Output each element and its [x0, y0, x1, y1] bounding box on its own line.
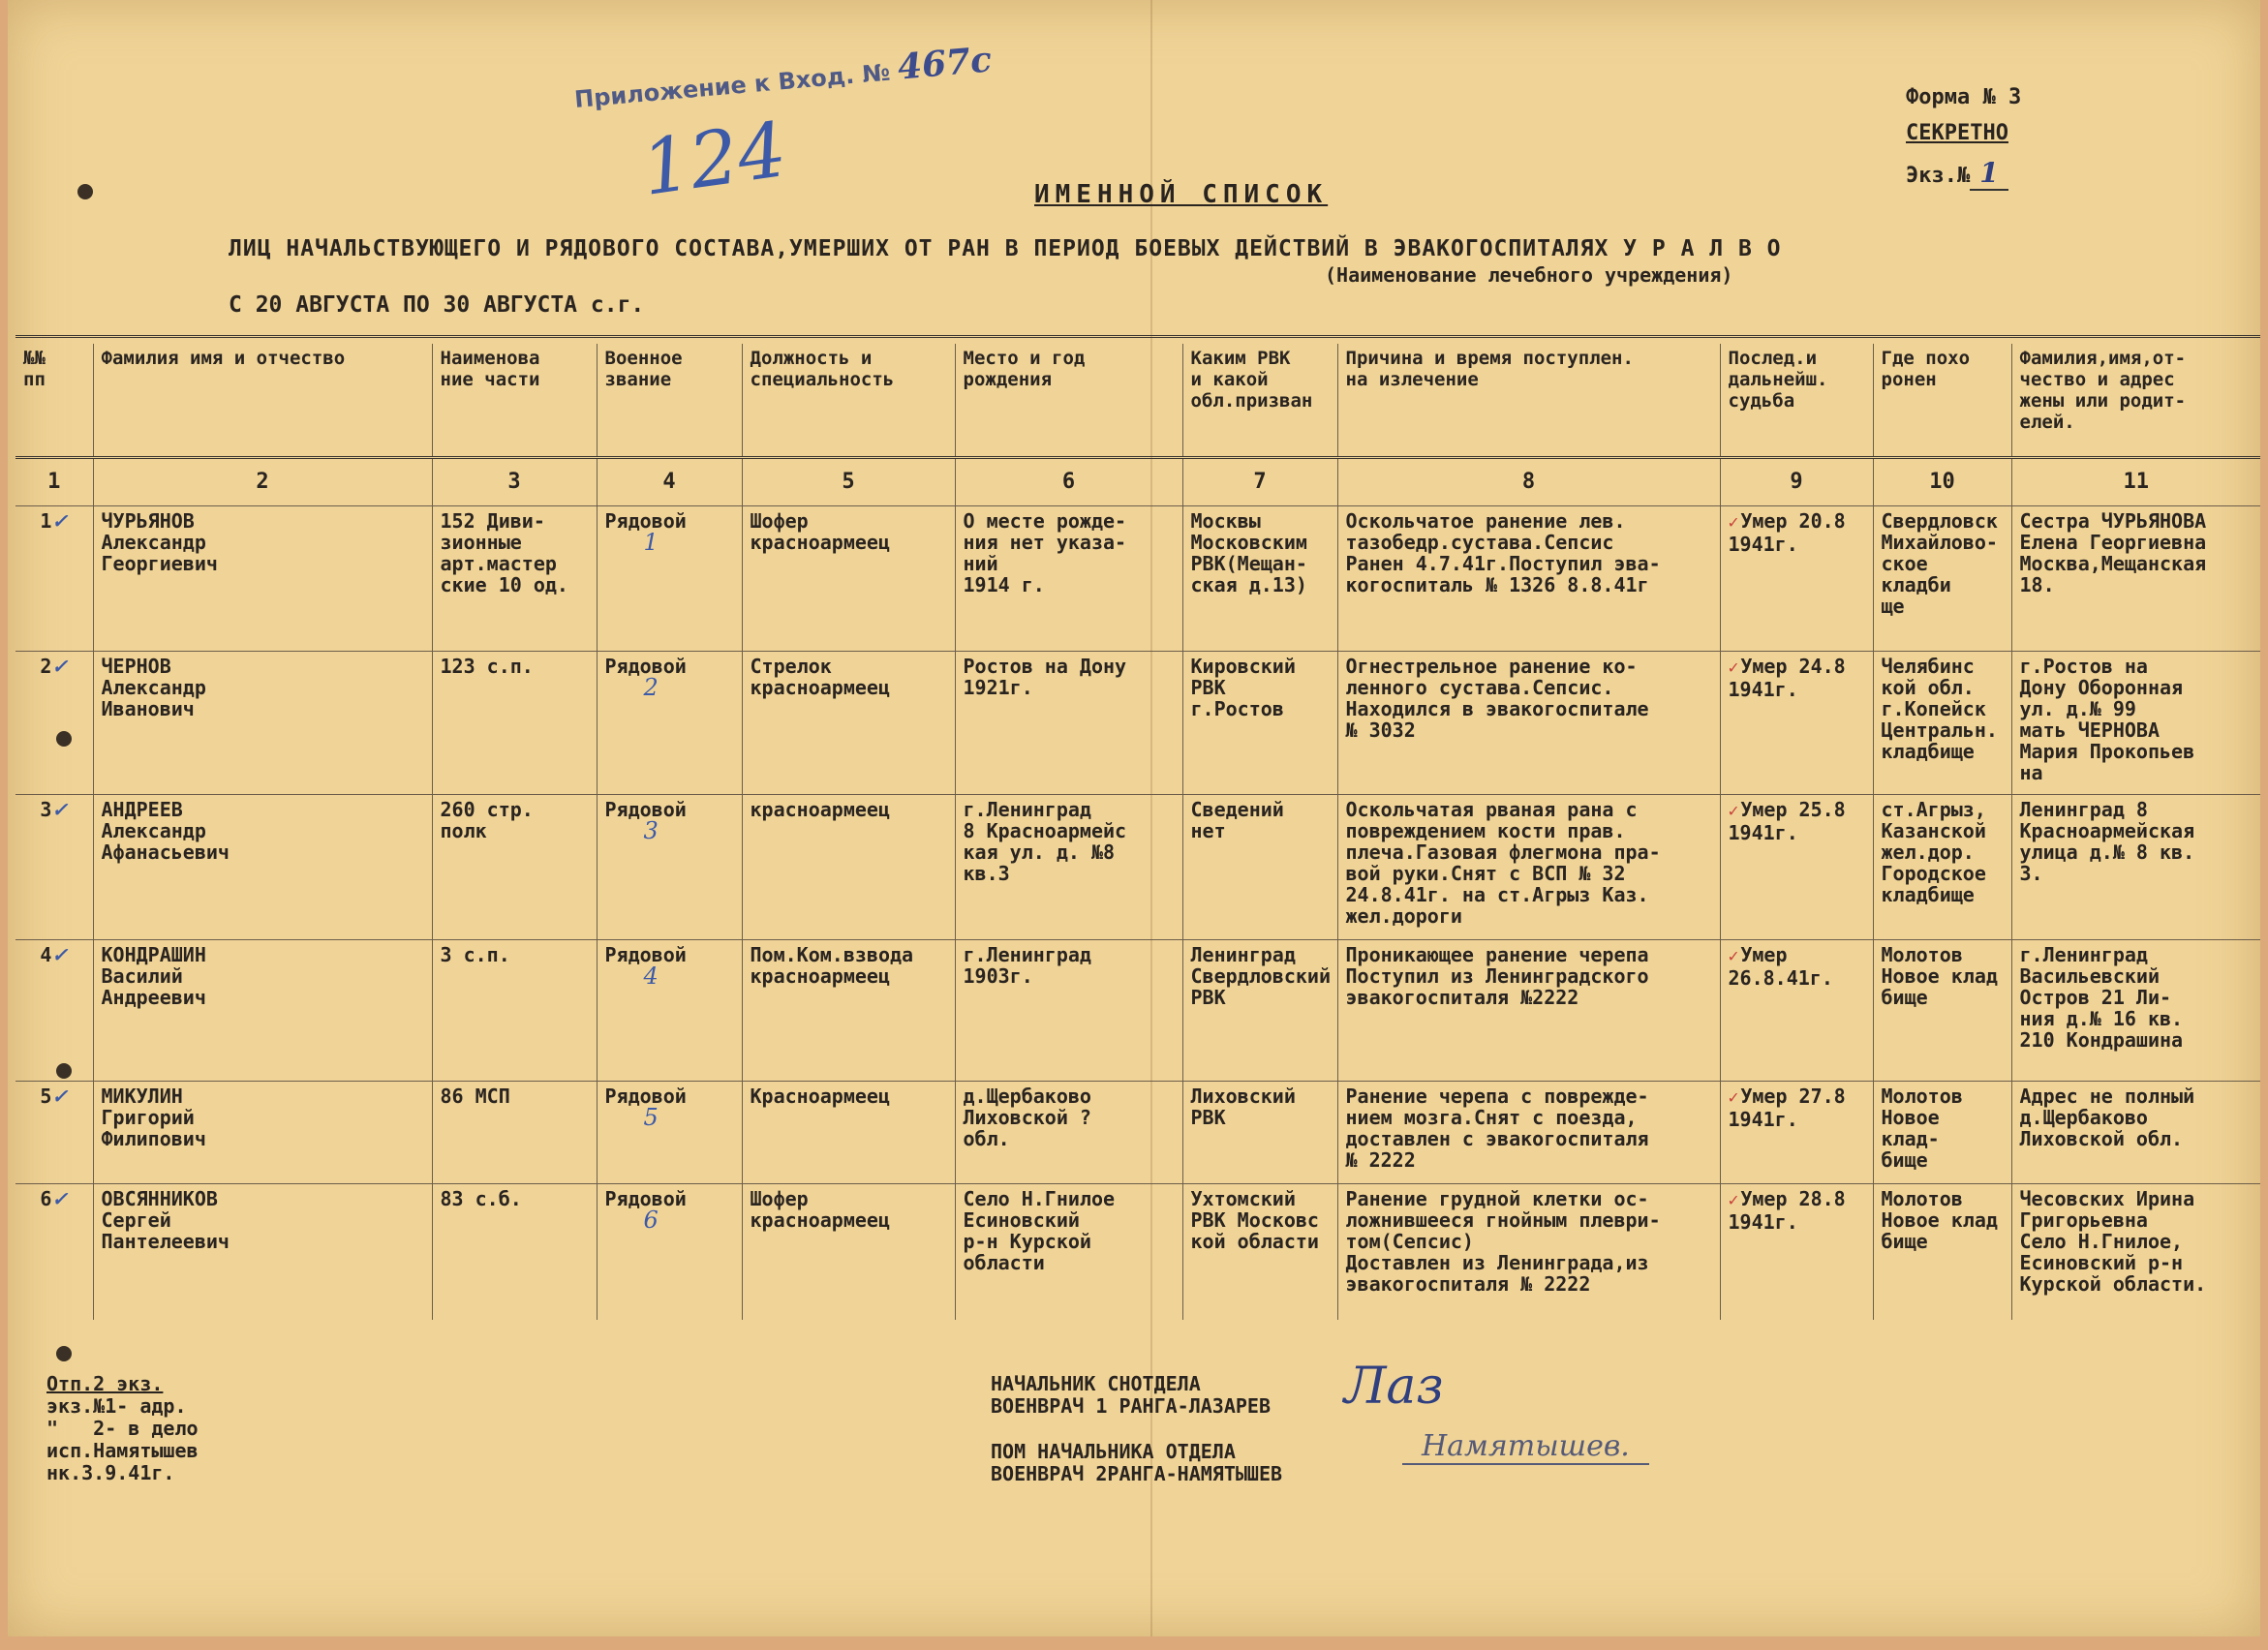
column-header: Место и год рождения [955, 344, 1182, 458]
position: Шофер красноармеец [742, 1184, 955, 1320]
position: Стрелок красноармеец [742, 652, 955, 795]
signature-title-1: НАЧАЛЬНИК СНОТДЕЛА [991, 1372, 1201, 1395]
column-header: Причина и время поступлен. на излечение [1337, 344, 1720, 458]
relatives-address: г.Ленинград Васильевский Остров 21 Ли- ния д.№ 16 кв. 210 Кондрашина [2011, 940, 2260, 1082]
draft-office: Лиховский РВК [1182, 1082, 1337, 1184]
military-rank: Рядовой 2 [597, 652, 742, 795]
person-name: ЧЕРНОВ Александр Иванович [93, 652, 432, 795]
row-number: 2✓ [15, 652, 93, 795]
position: Шофер красноармеец [742, 506, 955, 652]
copy-number [1906, 157, 2021, 189]
burial-place: Молотов Новое клад бище [1873, 940, 2011, 1082]
cause-of-admission: Ранение грудной клетки ос- ложнившееся гнойным плеври- том(Сепсис) Доставлен из Ленинграда,из эвакогоспиталя № 2222 [1337, 1184, 1720, 1320]
military-rank: Рядовой 6 [597, 1184, 742, 1320]
column-header: Послед.и дальнейш. судьба [1720, 344, 1873, 458]
document-page [8, 0, 2260, 1636]
table-header-row [15, 344, 2260, 458]
fate: ✓ Умер 20.8 1941г. [1720, 506, 1873, 652]
unit-name: 123 с.п. [432, 652, 597, 795]
copy-value: 1 [1970, 157, 2007, 191]
table-row [15, 795, 2260, 940]
row-number: 4✓ [15, 940, 93, 1082]
cause-of-admission: Оскольчатая рваная рана с повреждением кости прав. плеча.Газовая флегмона пра- вой руки.Снят с ВСП № 32 24.8.41г. на ст.Агрыз Каз. жел.дороги [1337, 795, 1720, 940]
burial-place: Свердловск Михайлово- ское кладби ще [1873, 506, 2011, 652]
birth-place-year: г.Ленинград 1903г. [955, 940, 1182, 1082]
form-number: Форма № 3 [1906, 85, 2022, 109]
column-number: 8 [1337, 458, 1720, 506]
signature-name-2: ВОЕНВРАЧ 2РАНГА-НАМЯТЫШЕВ [991, 1462, 1283, 1485]
person-name: МИКУЛИН Григорий Филипович [93, 1082, 432, 1184]
cause-of-admission: Огнестрельное ранение ко- ленного сустава.Сепсис. Находился в эвакогоспитале № 3032 [1337, 652, 1720, 795]
birth-place-year: Ростов на Дону 1921г. [955, 652, 1182, 795]
signature-name-1: ВОЕНВРАЧ 1 РАНГА-ЛАЗАРЕВ [991, 1394, 1271, 1418]
column-header: Наименова ние части [432, 344, 597, 458]
column-number: 7 [1182, 458, 1337, 506]
distribution-line: экз.№1- адр. [46, 1394, 187, 1418]
relatives-address: Ленинград 8 Красноармейская улица д.№ 8 кв. 3. [2011, 795, 2260, 940]
casualty-table [15, 344, 2260, 1320]
row-number: 5✓ [15, 1082, 93, 1184]
unit-name: 86 МСП [432, 1082, 597, 1184]
military-rank: Рядовой 5 [597, 1082, 742, 1184]
relatives-address: Адрес не полный д.Щербаково Лиховской обл. [2011, 1082, 2260, 1184]
column-number-row [15, 458, 2260, 506]
birth-place-year: г.Ленинград 8 Красноармейс кая ул. д. №8 кв.3 [955, 795, 1182, 940]
column-header: Фамилия имя и отчество [93, 344, 432, 458]
draft-office: Сведений нет [1182, 795, 1337, 940]
person-name: ЧУРЬЯНОВ Александр Георгиевич [93, 506, 432, 652]
column-header: Военное звание [597, 344, 742, 458]
column-header: Фамилия,имя,от- чество и адрес жены или родит- елей. [2011, 344, 2260, 458]
column-number: 3 [432, 458, 597, 506]
fate: ✓ Умер 28.8 1941г. [1720, 1184, 1873, 1320]
distribution-note [46, 1373, 199, 1484]
burial-place: Молотов Новое клад- бище [1873, 1082, 2011, 1184]
table-row [15, 940, 2260, 1082]
document-subtitle: ЛИЦ НАЧАЛЬСТВУЮЩЕГО И РЯДОВОГО СОСТАВА,УМЕРШИХ ОТ РАН В ПЕРИОД БОЕВЫХ ДЕЙСТВИЙ В ЭВАКОГОСПИТАЛЯХ У Р А Л В О [229, 236, 1782, 261]
punch-hole-mark [77, 184, 93, 199]
military-rank: Рядовой 3 [597, 795, 742, 940]
unit-name: 152 Диви- зионные арт.мастер ские 10 од. [432, 506, 597, 652]
distribution-line: " 2- в дело [46, 1417, 199, 1440]
unit-name: 260 стр. полк [432, 795, 597, 940]
column-number: 2 [93, 458, 432, 506]
column-number: 11 [2011, 458, 2260, 506]
military-rank: Рядовой 1 [597, 506, 742, 652]
unit-name: 3 с.п. [432, 940, 597, 1082]
stamp-label: Приложение к Вход. № [573, 58, 892, 113]
column-header: Где похо ронен [1873, 344, 2011, 458]
column-number: 4 [597, 458, 742, 506]
row-number: 3✓ [15, 795, 93, 940]
copy-label: Экз.№ [1906, 164, 1971, 188]
row-number: 1✓ [15, 506, 93, 652]
column-number: 10 [1873, 458, 2011, 506]
unit-name: 83 с.б. [432, 1184, 597, 1320]
fate: ✓ Умер 27.8 1941г. [1720, 1082, 1873, 1184]
signature-title-2: ПОМ НАЧАЛЬНИКА ОТДЕЛА [991, 1440, 1236, 1463]
signature-block [991, 1373, 1282, 1485]
fate: ✓ Умер 25.8 1941г. [1720, 795, 1873, 940]
column-header: №№ пп [23, 348, 46, 390]
position: Красноармеец [742, 1082, 955, 1184]
column-number: 5 [742, 458, 955, 506]
cause-of-admission: Ранение черепа с поврежде- нием мозга.Снят с поезда, доставлен с эвакогоспиталя № 2222 [1337, 1082, 1720, 1184]
burial-place: ст.Агрыз, Казанской жел.дор. Городское кладбище [1873, 795, 2011, 940]
handwritten-signature-1: Лаз [1344, 1358, 1444, 1416]
punch-hole-mark [56, 1063, 72, 1079]
column-number: 6 [955, 458, 1182, 506]
fate: ✓ Умер 26.8.41г. [1720, 940, 1873, 1082]
punch-hole-mark [56, 1346, 72, 1361]
handwritten-signature-2: Намятышев. [1402, 1429, 1649, 1465]
row-number: 6✓ [40, 1187, 69, 1210]
document-period: С 20 АВГУСТА ПО 30 АВГУСТА с.г. [229, 292, 645, 318]
burial-place: Челябинс кой обл. г.Копейск Центральн. кладбище [1873, 652, 2011, 795]
column-header: Должность и специальность [742, 344, 955, 458]
column-number: 9 [1720, 458, 1873, 506]
handwritten-number: 124 [636, 107, 792, 213]
fate: ✓ Умер 24.8 1941г. [1720, 652, 1873, 795]
secret-mark: СЕКРЕТНО [1906, 121, 2008, 145]
incoming-stamp [572, 39, 993, 116]
birth-place-year: Село Н.Гнилое Есиновский р-н Курской области [955, 1184, 1182, 1320]
person-name: ОВСЯННИКОВ Сергей Пантелеевич [93, 1184, 432, 1320]
person-name: КОНДРАШИН Василий Андреевич [93, 940, 432, 1082]
burial-place: Молотов Новое клад бище [1873, 1184, 2011, 1320]
table-row [15, 1082, 2260, 1184]
table-row [15, 506, 2260, 652]
birth-place-year: д.Щербаково Лиховской ? обл. [955, 1082, 1182, 1184]
position: красноармеец [742, 795, 955, 940]
military-rank: Рядовой 4 [597, 940, 742, 1082]
draft-office: Кировский РВК г.Ростов [1182, 652, 1337, 795]
person-name: АНДРЕЕВ Александр Афанасьевич [93, 795, 432, 940]
punch-hole-mark [56, 731, 72, 747]
birth-place-year: О месте рожде- ния нет указа- ний 1914 г. [955, 506, 1182, 652]
cause-of-admission: Проникающее ранение черепа Поступил из Ленинградского эвакогоспиталя №2222 [1337, 940, 1720, 1082]
draft-office: Ухтомский РВК Московс кой области [1182, 1184, 1337, 1320]
draft-office: Москвы Московским РВК(Мещан- ская д.13) [1182, 506, 1337, 652]
relatives-address: г.Ростов на Дону Оборонная ул. д.№ 99 мать ЧЕРНОВА Мария Прокопьев на [2011, 652, 2260, 795]
distribution-title: Отп.2 экз. [46, 1372, 164, 1395]
document-title: ИМЕННОЙ СПИСОК [1034, 180, 1329, 209]
stamp-number: 467с [896, 39, 994, 88]
table-row [15, 1184, 2260, 1320]
form-block [1906, 85, 2021, 200]
subtitle-note: (Наименование лечебного учреждения) [1325, 263, 1733, 287]
distribution-line: исп.Намятышев [46, 1439, 199, 1462]
cause-of-admission: Оскольчатое ранение лев. тазобедр.сустава.Сепсис Ранен 4.7.41г.Поступил эва- когоспиталь № 1326 8.8.41г [1337, 506, 1720, 652]
relatives-address: Чесовских Ирина Григорьевна Село Н.Гнилое, Есиновский р-н Курской области. [2011, 1184, 2260, 1320]
relatives-address: Сестра ЧУРЬЯНОВА Елена Георгиевна Москва,Мещанская 18. [2011, 506, 2260, 652]
column-number: 1 [15, 458, 93, 506]
distribution-line: нк.3.9.41г. [46, 1461, 175, 1484]
top-rule [15, 335, 2260, 338]
column-header: Каким РВК и какой обл.призван [1182, 344, 1337, 458]
table-row [15, 652, 2260, 795]
position: Пом.Ком.взвода красноармеец [742, 940, 955, 1082]
draft-office: Ленинград Свердловский РВК [1182, 940, 1337, 1082]
